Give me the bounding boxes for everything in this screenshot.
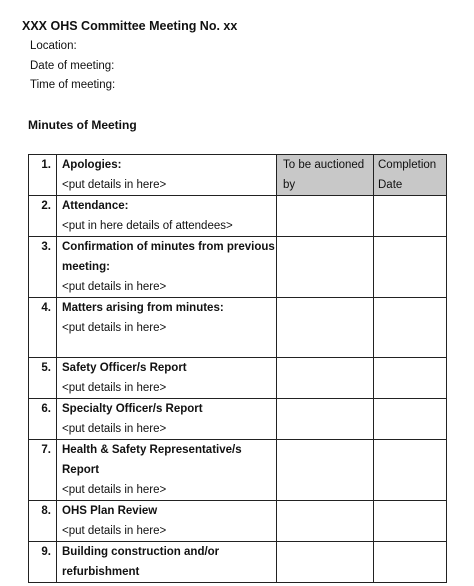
document-title: XXX OHS Committee Meeting No. xx [22, 19, 238, 33]
location-label: Location: [30, 40, 77, 52]
completion-cell[interactable] [374, 399, 447, 440]
table-row [29, 237, 447, 298]
item-title: OHS Plan Review [62, 505, 158, 517]
action-cell[interactable] [277, 501, 374, 542]
row-number: 4. [29, 298, 57, 358]
agenda-item [57, 196, 277, 237]
action-cell[interactable] [277, 440, 374, 501]
item-title: Safety Officer/s Report [62, 362, 187, 374]
row-number: 5. [29, 358, 57, 399]
minutes-heading: Minutes of Meeting [28, 118, 137, 132]
action-cell[interactable] [277, 237, 374, 298]
minutes-table [28, 154, 447, 583]
item-detail: <put in here details of attendees> [62, 220, 233, 232]
row-number: 1. [29, 155, 57, 196]
completion-cell[interactable] [374, 501, 447, 542]
table-row [29, 501, 447, 542]
table-row [29, 298, 447, 358]
row-number: 3. [29, 237, 57, 298]
agenda-item [57, 542, 277, 583]
action-cell[interactable] [277, 196, 374, 237]
agenda-item [57, 440, 277, 501]
completion-cell[interactable] [374, 358, 447, 399]
completion-cell[interactable] [374, 196, 447, 237]
date-label: Date of meeting: [30, 60, 115, 72]
item-detail: <put details in here> [62, 484, 167, 496]
action-cell[interactable] [277, 358, 374, 399]
completion-cell[interactable] [374, 542, 447, 583]
table-row [29, 196, 447, 237]
row-number: 2. [29, 196, 57, 237]
row-number: 9. [29, 542, 57, 583]
item-title: Building construction and/or refurbishment [62, 546, 220, 578]
item-title: Health & Safety Representative/s Report [62, 444, 242, 476]
actioned-by-header: To be auctioned by [277, 155, 374, 196]
action-cell[interactable] [277, 542, 374, 583]
agenda-item [57, 237, 277, 298]
item-detail: <put details in here> [62, 423, 167, 435]
agenda-item [57, 298, 277, 358]
action-cell[interactable] [277, 399, 374, 440]
agenda-item [57, 399, 277, 440]
item-title: Attendance: [62, 200, 129, 212]
time-label: Time of meeting: [30, 79, 116, 91]
item-detail: <put details in here> [62, 525, 167, 537]
completion-cell[interactable] [374, 237, 447, 298]
item-detail: <put details in here> [62, 382, 167, 394]
table-row [29, 155, 447, 196]
table-row [29, 399, 447, 440]
table-row [29, 358, 447, 399]
item-detail: <put details in here> [62, 179, 167, 191]
item-title: Apologies: [62, 159, 122, 171]
item-detail: <put details in here> [62, 322, 167, 334]
completion-cell[interactable] [374, 298, 447, 358]
row-number: 8. [29, 501, 57, 542]
item-title: Confirmation of minutes from previous meeting: [62, 241, 275, 273]
item-detail: <put details in here> [62, 281, 167, 293]
agenda-item [57, 358, 277, 399]
action-cell[interactable] [277, 298, 374, 358]
item-title: Specialty Officer/s Report [62, 403, 203, 415]
row-number: 7. [29, 440, 57, 501]
row-number: 6. [29, 399, 57, 440]
item-title: Matters arising from minutes: [62, 302, 224, 314]
agenda-item [57, 501, 277, 542]
completion-cell[interactable] [374, 440, 447, 501]
table-row [29, 440, 447, 501]
completion-date-header: Completion Date [374, 155, 447, 196]
agenda-item [57, 155, 277, 196]
table-row [29, 542, 447, 583]
